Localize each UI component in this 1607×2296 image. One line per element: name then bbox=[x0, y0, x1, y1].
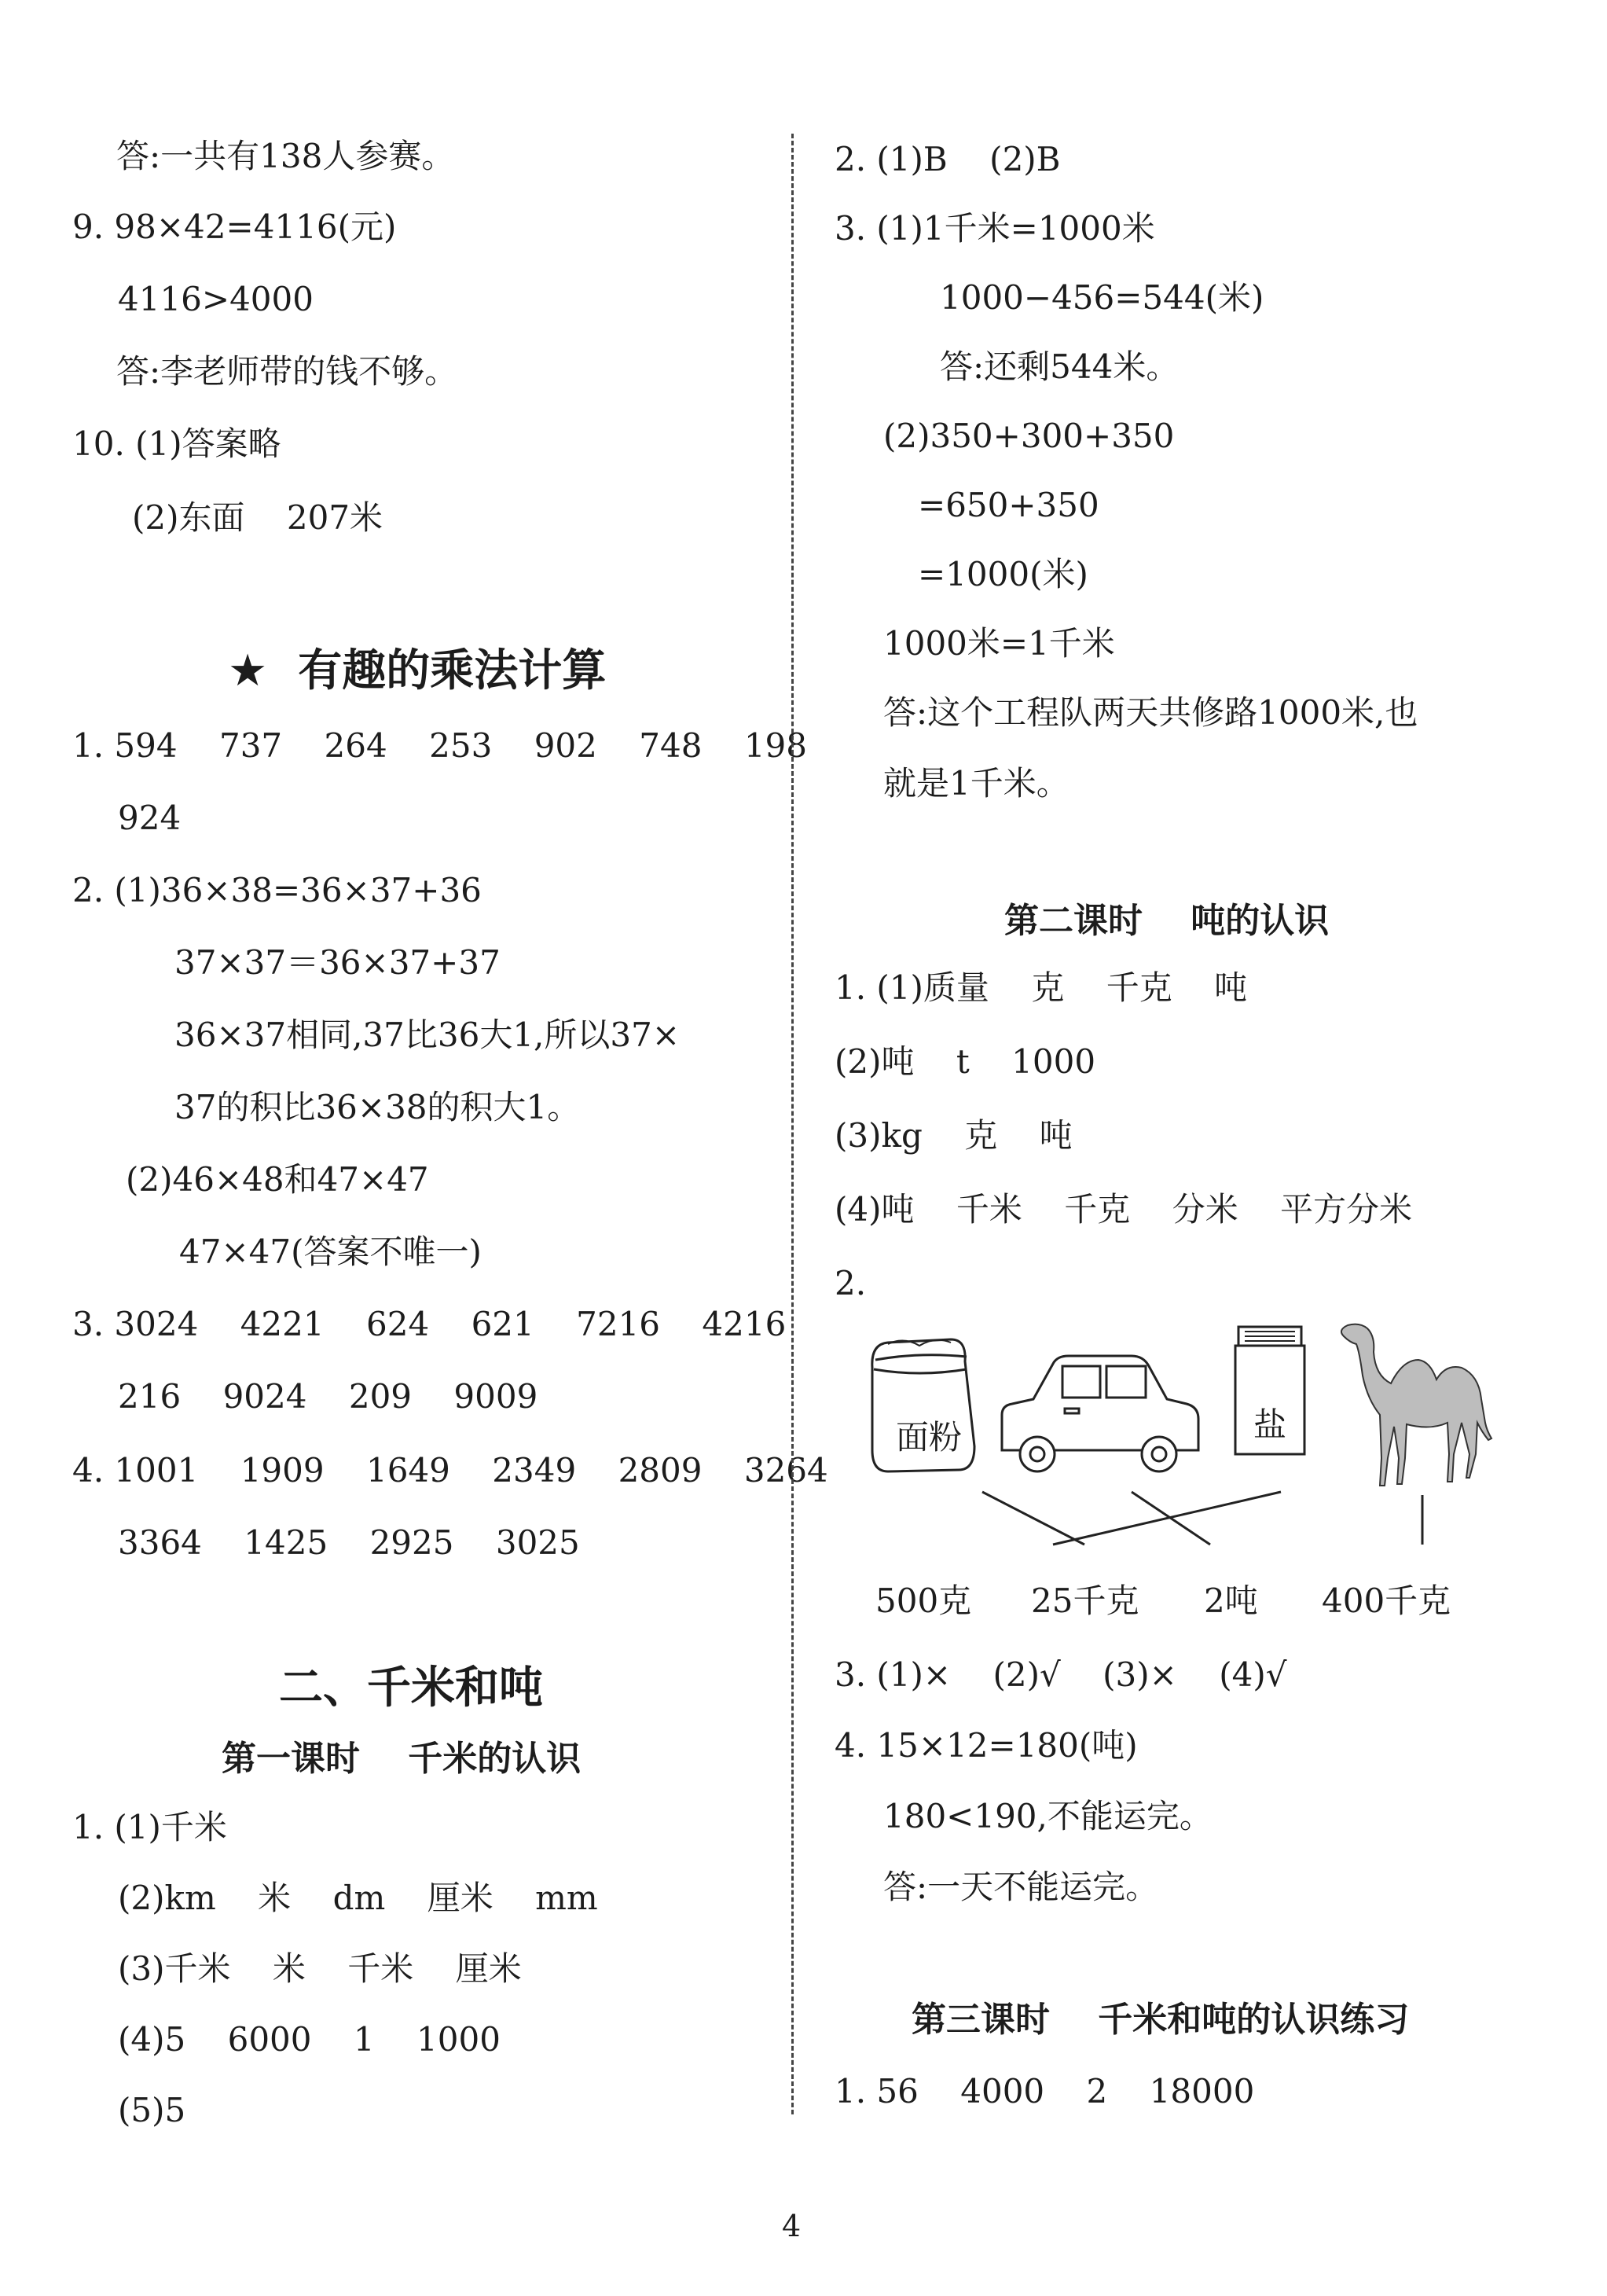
answer-line: =650+350 bbox=[918, 486, 1099, 524]
camel-icon bbox=[1341, 1324, 1491, 1486]
answer-line: 答:李老师带的钱不够。 bbox=[116, 352, 458, 391]
answer-line: 47×47(答案不唯一) bbox=[179, 1232, 482, 1271]
unit-title-km-and-ton: 二、千米和吨 bbox=[279, 1662, 543, 1714]
weight-label-2t: 2吨 bbox=[1204, 1581, 1258, 1620]
matching-figure bbox=[857, 1321, 1501, 1635]
answer-line: (4)吨 千米 千克 分米 平方分米 bbox=[835, 1190, 1413, 1229]
weight-label-25kg: 25千克 bbox=[1031, 1581, 1139, 1620]
answer-line: 答:一天不能运完。 bbox=[883, 1868, 1159, 1906]
answer-line: 36×37相同,37比36大1,所以37× bbox=[174, 1016, 681, 1054]
answer-line: (4)5 6000 1 1000 bbox=[118, 2020, 501, 2059]
answer-line: 4. 15×12=180(吨) bbox=[835, 1726, 1138, 1765]
answer-line: 就是1千米。 bbox=[883, 764, 1069, 803]
lesson-title-ton: 第二课时 吨的认识 bbox=[1004, 901, 1330, 941]
answer-line: =1000(米) bbox=[918, 555, 1088, 593]
matching-lines bbox=[982, 1492, 1422, 1545]
answer-line: 答:一共有138人参赛。 bbox=[116, 137, 455, 175]
answer-line: 答:这个工程队两天共修路1000米,也 bbox=[883, 693, 1418, 732]
answer-line: 1. 594 737 264 253 902 748 198 bbox=[72, 726, 807, 765]
answer-line: (2)吨 t 1000 bbox=[835, 1042, 1096, 1081]
answer-line: 180<190,不能运完。 bbox=[883, 1797, 1213, 1835]
answer-line: 216 9024 209 9009 bbox=[118, 1377, 538, 1416]
answer-line: 2. (1)B (2)B bbox=[835, 140, 1061, 178]
answer-line: 10. (1)答案略 bbox=[72, 424, 281, 463]
answer-line: 924 bbox=[118, 799, 182, 837]
weight-label-400kg: 400千克 bbox=[1322, 1581, 1451, 1620]
salt-label: 盐 bbox=[1253, 1405, 1287, 1444]
answer-line: 1000−456=544(米) bbox=[940, 278, 1264, 317]
answer-line: 4116>4000 bbox=[118, 280, 314, 318]
answer-line: (2)46×48和47×47 bbox=[126, 1160, 429, 1199]
answer-line: 9. 98×42=4116(元) bbox=[72, 208, 397, 246]
answer-line: 3. (1)× (2)√ (3)× (4)√ bbox=[835, 1655, 1287, 1694]
answer-line: (3)kg 克 吨 bbox=[835, 1116, 1073, 1155]
answer-line: 4. 1001 1909 1649 2349 2809 3264 bbox=[72, 1451, 828, 1490]
answer-line: (5)5 bbox=[118, 2091, 186, 2129]
answer-line: 3364 1425 2925 3025 bbox=[118, 1523, 580, 1562]
answer-line: 2. bbox=[835, 1264, 867, 1302]
answer-line: 37×37＝36×37+37 bbox=[174, 943, 501, 982]
answer-line: 1. (1)千米 bbox=[72, 1808, 227, 1846]
answer-line: 3. (1)1千米=1000米 bbox=[835, 209, 1155, 248]
answer-line: (2)东面 207米 bbox=[132, 498, 383, 537]
lesson-title-km-ton-practice: 第三课时 千米和吨的认识练习 bbox=[912, 2000, 1410, 2040]
answer-line: 1. (1)质量 克 千克 吨 bbox=[835, 968, 1248, 1007]
flour-label: 面粉 bbox=[896, 1418, 963, 1457]
column-divider bbox=[791, 134, 794, 2114]
answer-line: 2. (1)36×38=36×37+36 bbox=[72, 871, 482, 909]
answer-line: (2)350+300+350 bbox=[883, 417, 1175, 455]
answer-line: 答:还剩544米。 bbox=[940, 347, 1180, 386]
section-title-fun-multiplication: ★ 有趣的乘法计算 bbox=[228, 645, 607, 696]
answer-line: 1000米=1千米 bbox=[883, 624, 1115, 663]
car-icon bbox=[1002, 1356, 1198, 1471]
answer-line: 37的积比36×38的积大1。 bbox=[174, 1088, 581, 1126]
weight-label-500g: 500克 bbox=[875, 1581, 972, 1620]
answer-line: (3)千米 米 千米 厘米 bbox=[118, 1949, 522, 1988]
answer-line: 3. 3024 4221 624 621 7216 4216 bbox=[72, 1305, 787, 1343]
page-number: 4 bbox=[782, 2209, 802, 2243]
answer-line: (2)km 米 dm 厘米 mm bbox=[118, 1879, 598, 1917]
answer-line: 1. 56 4000 2 18000 bbox=[835, 2072, 1255, 2110]
lesson-title-km: 第一课时 千米的认识 bbox=[222, 1739, 582, 1779]
